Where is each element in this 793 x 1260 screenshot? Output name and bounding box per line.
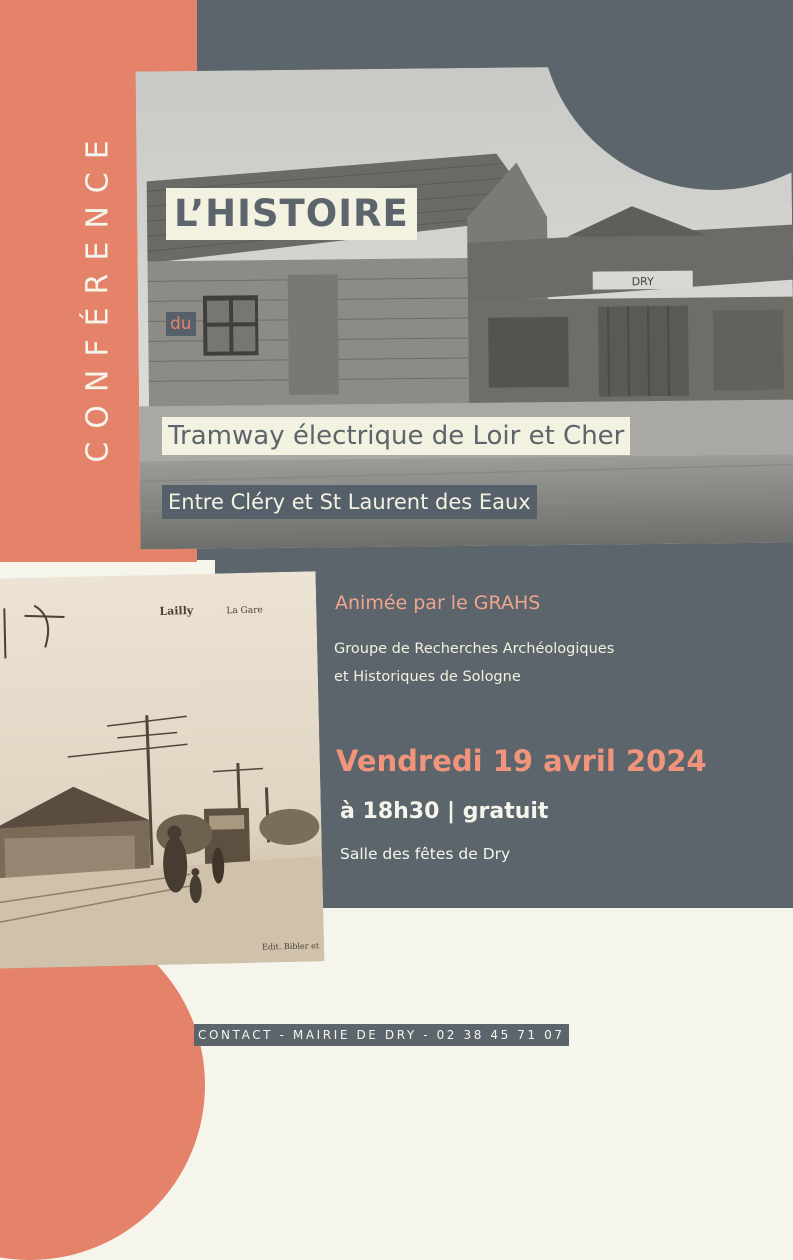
title-histoire: L’HISTOIRE bbox=[166, 188, 417, 240]
station-sign-text: DRY bbox=[631, 275, 654, 289]
presenter-heading: Animée par le GRAHS bbox=[335, 592, 541, 614]
title-route: Entre Cléry et St Laurent des Eaux bbox=[162, 485, 537, 519]
event-venue: Salle des fêtes de Dry bbox=[340, 845, 511, 863]
postcard-place: Lailly bbox=[159, 604, 194, 618]
event-type-label: CONFÉRENCE bbox=[80, 127, 116, 463]
title-tramway: Tramway électrique de Loir et Cher bbox=[162, 417, 630, 455]
postcard-photo bbox=[0, 571, 324, 968]
group-name-line1: Groupe de Recherches Archéologiques bbox=[334, 641, 615, 657]
event-time-price: à 18h30 | gratuit bbox=[340, 799, 549, 824]
group-name-line2: et Historiques de Sologne bbox=[334, 669, 521, 685]
postcard-subtitle: La Gare bbox=[226, 605, 263, 617]
contact-banner: CONTACT - MAIRIE DE DRY - 02 38 45 71 07 bbox=[194, 1024, 569, 1046]
event-date: Vendredi 19 avril 2024 bbox=[336, 744, 707, 778]
postcard-publisher: Edit. Bibler et bbox=[261, 941, 320, 952]
title-connector: du bbox=[166, 312, 196, 336]
postcard-illustration bbox=[0, 571, 324, 968]
